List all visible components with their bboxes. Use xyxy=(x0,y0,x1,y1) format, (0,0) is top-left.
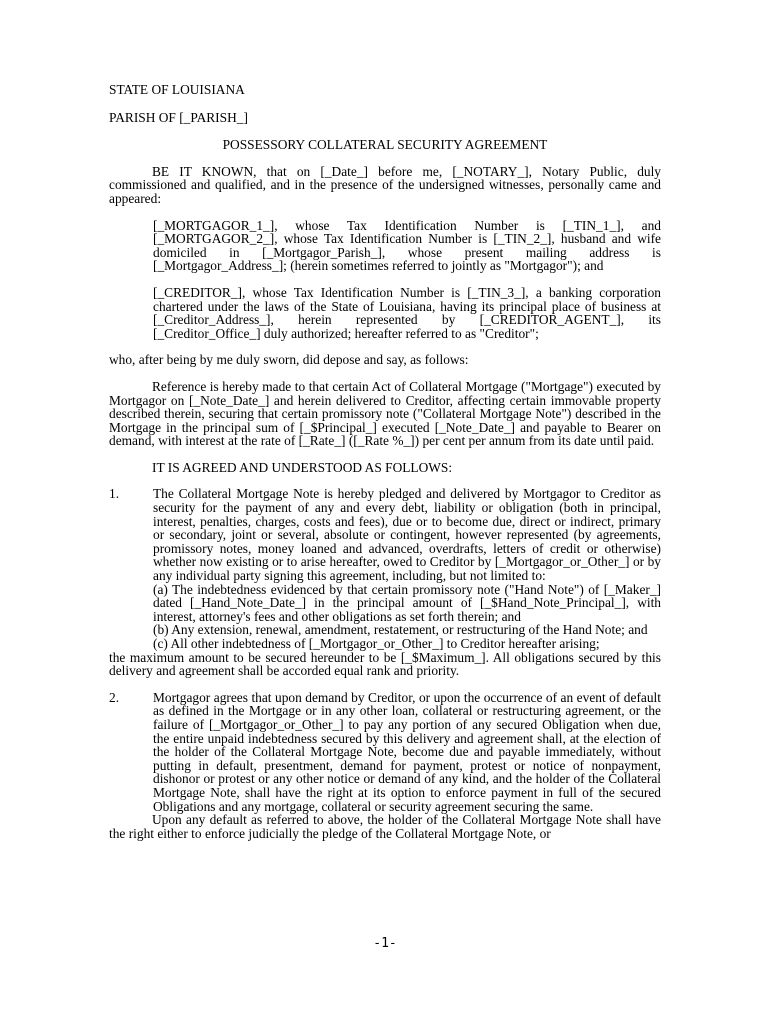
section-2 xyxy=(109,691,661,813)
sworn-statement: who, after being by me duly sworn, did depose and say, as follows: xyxy=(109,352,469,368)
state-heading: STATE OF LOUISIANA xyxy=(109,82,245,97)
reference-paragraph: Reference is hereby made to that certain Act of Collateral Mortgage ("Mortgage") executed by Mortgagor on [_Note_Date_] and herein delivered to Creditor, affecting certain immovable property described therein, securing that certain promissory note ("Collateral Mortgage Note") described in the Mortgage in the principal sum of [_$Principal_] executed [_Note_Date_] and payable to Bearer on demand, with interest at the rate of [_Rate_] ([_Rate %_]) per cent per annum from its date until paid. xyxy=(109,378,661,449)
section-2-continuation: Upon any default as referred to above, the holder of the Collateral Mortgage Note shall have the right either to enforce judicially the pledge of the Collateral Mortgage Note, or xyxy=(109,812,661,841)
section-1 xyxy=(109,487,661,582)
section-1-item-c: (c) All other indebtedness of [_Mortgagor_or_Other_] to Creditor hereafter arising; xyxy=(153,636,600,651)
intro-paragraph: BE IT KNOWN, that on [_Date_] before me, [_NOTARY_], Notary Public, duly commissioned and qualified, and in the presence of the undersigned witnesses, personally came and appeared: xyxy=(109,163,661,206)
document-body xyxy=(109,83,661,840)
section-1-item-a: (a) The indebtedness evidenced by that certain promissory note ("Hand Note") of [_Maker_] dated [_Hand_Note_Date_] in the principal amount of [_$Hand_Note_Principal_], with interest, attorney's fees and other obligations as set forth therein; and xyxy=(153,581,661,624)
page-number: -1- xyxy=(373,936,397,951)
document-title: POSSESSORY COLLATERAL SECURITY AGREEMENT xyxy=(222,137,548,153)
section-2-text: Mortgagor agrees that upon demand by Creditor, or upon the occurrence of an event of default as defined in the Mortgage or in any other loan, collateral or restructuring agreement, or the failure of [_Mortgagor_or_Other_] to pay any portion of any secured Obligation when due, the entire unpaid indebtedness secured by this delivery and agreement shall, at the election of the holder of the Collateral Mortgage Note, become due and payable immediately, without putting in default, presentment, demand for payment, protest or notice of nonpayment, dishonor or protest or any other notice or demand of any kind, and the holder of the Collateral Mortgage Note, shall have the right at its option to enforce payment in full of the secured Obligations and any mortgage, collateral or security agreement securing the same. xyxy=(153,689,661,814)
parish-heading: PARISH OF [_PARISH_] xyxy=(109,109,248,125)
mortgagor-party-paragraph: [_MORTGAGOR_1_], whose Tax Identification Number is [_TIN_1_], and [_MORTGAGOR_2_], whose Tax Identification Number is [_TIN_2_], husband and wife domiciled in [_Mortgagor_Parish_], whose present mailing address is [_Mortgagor_Address_]; (herein sometimes referred to jointly as "Mortgagor"); and xyxy=(153,217,661,274)
section-2-number: 2. xyxy=(109,689,120,705)
section-1-item-b: (b) Any extension, renewal, amendment, restatement, or restructuring of the Hand Note; and xyxy=(153,622,648,638)
section-1-text: The Collateral Mortgage Note is hereby pledged and delivered by Mortgagor to Creditor as security for the payment of any and every debt, liability or obligation (both in principal, interest, penalties, charges, costs and fees), due or to become due, direct or indirect, primary or secondary, joint or several, absolute or contingent, however represented (by agreements, promissory notes, money loaned and advanced, overdrafts, letters of credit or otherwise) whether now existing or to arise hereafter, owed to Creditor by [_Mortgagor_or_Other_] or by any individual party signing this agreement, including, but not limited to: xyxy=(153,486,661,584)
section-1-number: 1. xyxy=(109,486,120,502)
agreed-heading: IT IS AGREED AND UNDERSTOOD AS FOLLOWS: xyxy=(152,459,453,475)
creditor-party-paragraph: [_CREDITOR_], whose Tax Identification Number is [_TIN_3_], a banking corporation chartered under the laws of the State of Louisiana, having its principal place of business at [_Creditor_Address_], herein represented by [_CREDITOR_AGENT_], its [_Creditor_Office_] duly authorized; hereafter referred to as "Creditor"; xyxy=(153,284,661,341)
section-1-closing: the maximum amount to be secured hereunder to be [_$Maximum_]. All obligations secured by this delivery and agreement shall be accorded equal rank and priority. xyxy=(109,649,661,679)
